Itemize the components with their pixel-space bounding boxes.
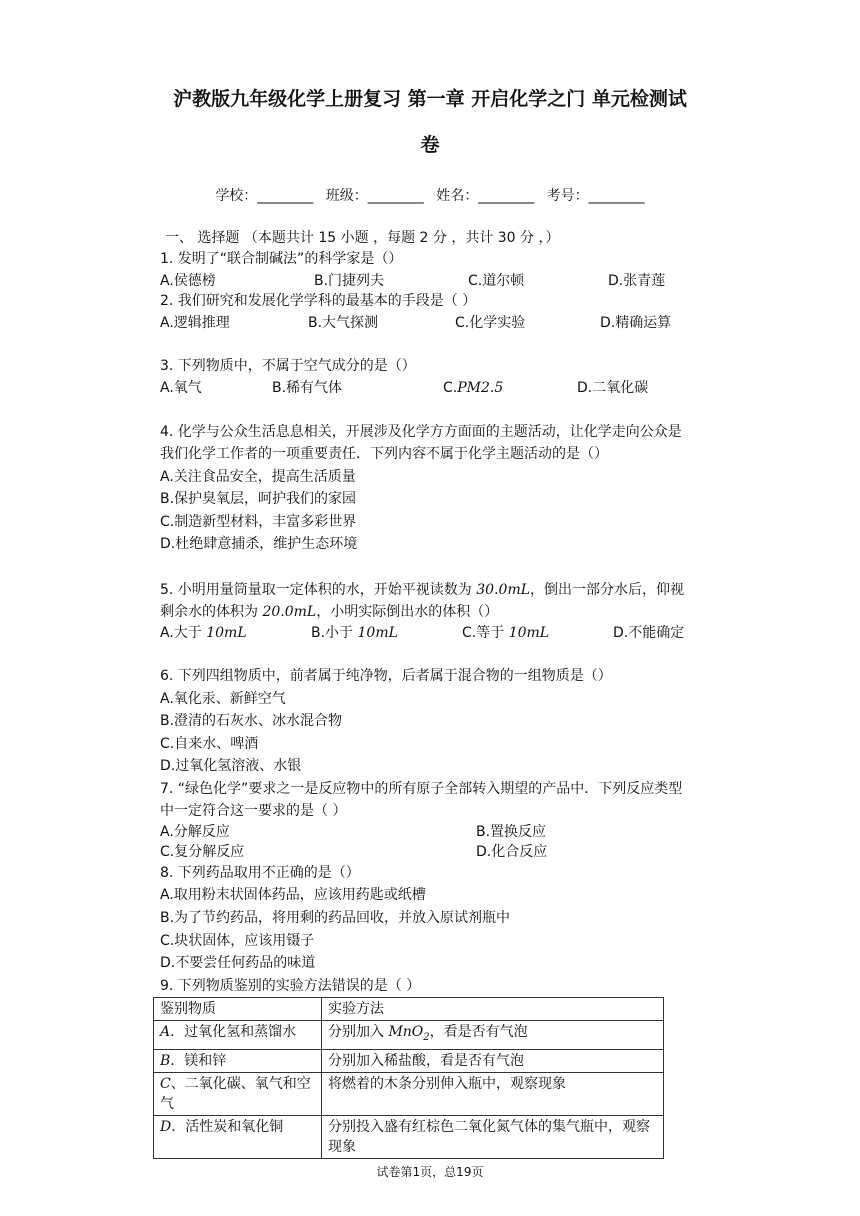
q3-stem: 3. 下列物质中，不属于空气成分的是（） bbox=[160, 358, 416, 374]
header-method: 实验方法 bbox=[322, 998, 664, 1021]
row-b-method: 分别加入稀盐酸，看是否有气泡 bbox=[322, 1049, 664, 1072]
q8-option-d: D.不要尝任何药品的味道 bbox=[160, 955, 316, 971]
q8-option-c: C.块状固体，应该用镊子 bbox=[160, 933, 315, 949]
q1-option-b: B.门捷列夫 bbox=[314, 273, 385, 289]
q7-option-b: B.置换反应 bbox=[476, 824, 547, 840]
q4-option-c: C.制造新型材料，丰富多彩世界 bbox=[160, 514, 357, 530]
q4-option-d: D.杜绝肆意捕杀，维护生态环境 bbox=[160, 536, 358, 552]
header-substance: 鉴别物质 bbox=[154, 998, 322, 1021]
q5-stem-line-2: 剩余水的体积为 20.0mL，小明实际倒出水的体积（） bbox=[160, 604, 499, 620]
title-line-1: 沪教版九年级化学上册复习 第一章 开启化学之门 单元检测试 bbox=[173, 88, 687, 110]
name-field: 姓名：________ bbox=[436, 188, 535, 204]
q6-option-d: D.过氧化氢溶液、水银 bbox=[160, 758, 302, 774]
q1-option-a: A.侯德榜 bbox=[160, 273, 216, 289]
q2-option-d: D.精确运算 bbox=[600, 315, 672, 331]
q4-option-b: B.保护臭氧层，呵护我们的家园 bbox=[160, 491, 357, 507]
q4-option-a: A.关注食品安全，提高生活质量 bbox=[160, 469, 356, 485]
q2-option-b: B.大气探测 bbox=[308, 315, 379, 331]
q6-option-a: A.氧化汞、新鲜空气 bbox=[160, 691, 286, 707]
q6-stem: 6. 下列四组物质中，前者属于纯净物，后者属于混合物的一组物质是（） bbox=[160, 668, 612, 684]
table-row bbox=[154, 1115, 664, 1158]
section-heading: 一、 选择题 （本题共计 15 小题 ，每题 2 分 ，共计 30 分 ，） bbox=[165, 230, 560, 246]
row-c-method: 将燃着的木条分别伸入瓶中，观察现象 bbox=[322, 1072, 664, 1115]
title-line-2: 卷 bbox=[420, 134, 440, 156]
q5-option-a: A.大于 10mL bbox=[160, 625, 247, 641]
q6-option-b: B.澄清的石灰水、冰水混合物 bbox=[160, 713, 343, 729]
row-a-method: 分别加入 MnO$_2$，看是否有气泡 bbox=[322, 1021, 664, 1050]
q6-option-c: C.自来水、啤酒 bbox=[160, 736, 259, 752]
q1-option-d: D.张青莲 bbox=[608, 273, 666, 289]
q9-stem: 9. 下列物质鉴别的实验方法错误的是（ ） bbox=[160, 978, 421, 994]
exam-number-field: 考号：________ bbox=[546, 188, 645, 204]
page-footer: 试卷第1页，总19页 bbox=[376, 1165, 484, 1179]
q1-stem: 1. 发明了“联合制碱法”的科学家是（） bbox=[160, 251, 403, 267]
q7-option-c: C.复分解反应 bbox=[160, 844, 245, 860]
q7-option-d: D.化合反应 bbox=[476, 844, 548, 860]
q2-stem: 2. 我们研究和发展化学学科的最基本的手段是（ ） bbox=[160, 293, 477, 309]
q8-option-b: B.为了节约药品，将用剩的药品回收，并放入原试剂瓶中 bbox=[160, 910, 511, 926]
q7-option-a: A.分解反应 bbox=[160, 824, 230, 840]
table-row bbox=[154, 1049, 664, 1072]
row-a-substance: A．过氧化氢和蒸馏水 bbox=[154, 1021, 322, 1050]
row-b-substance: B．镁和锌 bbox=[154, 1049, 322, 1072]
school-field: 学校：________ bbox=[215, 188, 314, 204]
class-field: 班级：________ bbox=[325, 188, 424, 204]
q5-option-c: C.等于 10mL bbox=[462, 625, 550, 641]
row-d-substance: D．活性炭和氧化铜 bbox=[154, 1115, 322, 1158]
q3-option-c: C.PM2.5 bbox=[443, 380, 504, 396]
q4-stem-line-2: 我们化学工作者的一项重要责任．下列内容不属于化学主题活动的是（） bbox=[160, 446, 608, 462]
table-row bbox=[154, 1021, 664, 1050]
q3-option-d: D.二氧化碳 bbox=[577, 380, 649, 396]
q5-option-d: D.不能确定 bbox=[613, 625, 685, 641]
q9-table bbox=[153, 997, 664, 1159]
q4-stem-line-1: 4. 化学与公众生活息息相关，开展涉及化学方方面面的主题活动，让化学走向公众是 bbox=[160, 424, 682, 440]
q3-option-a: A.氧气 bbox=[160, 380, 202, 396]
q8-option-a: A.取用粉末状固体药品，应该用药匙或纸槽 bbox=[160, 887, 426, 903]
q5-option-b: B.小于 10mL bbox=[311, 625, 398, 641]
q7-stem-line-2: 中一定符合这一要求的是（ ） bbox=[160, 803, 347, 819]
student-info bbox=[0, 185, 860, 205]
q7-stem-line-1: 7. “绿色化学”要求之一是反应物中的所有原子全部转入期望的产品中．下列反应类型 bbox=[160, 781, 683, 797]
row-d-method: 分别投入盛有红棕色二氧化氮气体的集气瓶中，观察现象 bbox=[322, 1115, 664, 1158]
row-c-substance: C、二氧化碳、氧气和空气 bbox=[154, 1072, 322, 1115]
q1-option-c: C.道尔顿 bbox=[468, 273, 525, 289]
q2-option-c: C.化学实验 bbox=[455, 315, 526, 331]
q3-option-b: B.稀有气体 bbox=[272, 380, 343, 396]
q5-stem-line-1: 5. 小明用量筒量取一定体积的水，开始平视读数为 30.0mL，倒出一部分水后，仰视 bbox=[160, 582, 685, 598]
q2-option-a: A.逻辑推理 bbox=[160, 315, 230, 331]
q8-stem: 8. 下列药品取用不正确的是（） bbox=[160, 865, 360, 881]
table-header-row bbox=[154, 998, 664, 1021]
table-row bbox=[154, 1072, 664, 1115]
